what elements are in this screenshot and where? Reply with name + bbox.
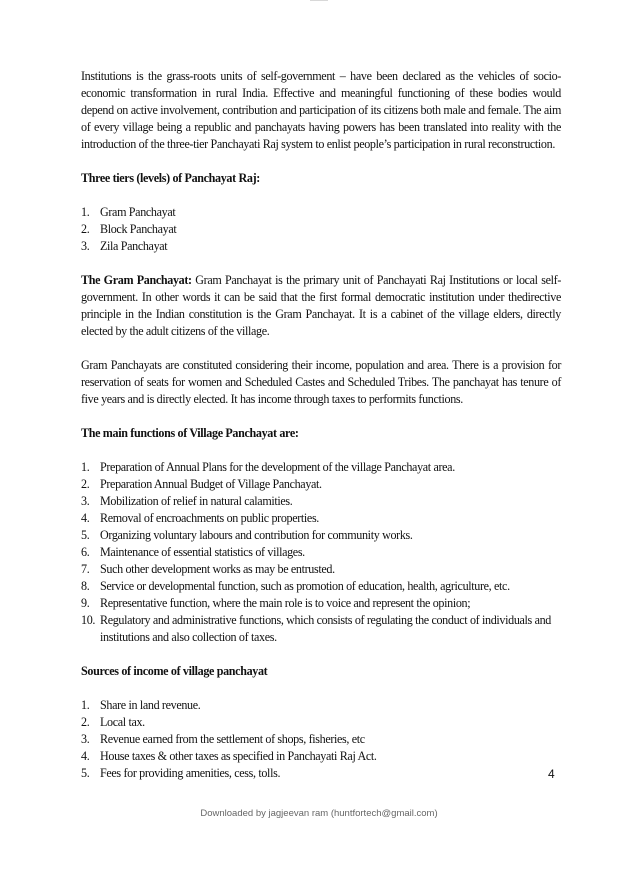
gram-panchayat-text: Gram Panchayat is the primary unit of Panchayati Raj Institutions or local self-government. In other words it can be said that the first formal democratic institution under thedirective principle in the Indian constitution is the Gram Panchayat. It is a cabinet of the village elders, directly elected by the adult citizens of the village. [81,273,562,338]
page-number: 4 [548,767,555,781]
list-item: 2. Block Panchayat [81,222,177,236]
tiers-list [81,204,561,255]
tiers-heading: Three tiers (levels) of Panchayat Raj: [81,171,260,185]
list-item: 10. Regulatory and administrative functions, which consists of regulating the conduct of individuals and institutions and also collection of taxes. [81,613,552,644]
list-item: 1. Share in land revenue. [81,698,201,712]
list-item: 1. Preparation of Annual Plans for the development of the village Panchayat area. [81,460,455,474]
income-list [81,697,561,782]
list-item: 2. Local tax. [81,715,145,729]
page-content [81,68,561,782]
list-item: 6. Maintenance of essential statistics of villages. [81,545,305,559]
list-item: 1. Gram Panchayat [81,205,176,219]
list-item: 9. Representative function, where the main role is to voice and represent the opinion; [81,596,471,610]
intro-paragraph: Institutions is the grass-roots units of self-government – have been declared as the vehicles of socio-economic transformation in rural India. Effective and meaningful functioning of these bodies would depend on active involvement, contribution and participation of its citizens both male and female. The aim of every village being a republic and panchayats having powers has been translated into reality with the introduction of the three-tier Panchayati Raj system to enlist people’s participation in rural reconstruction. [81,69,561,151]
gram-panchayat-lead: The Gram Panchayat: [81,273,192,287]
gram-panchayat-paragraph [81,272,561,340]
functions-list [81,459,561,646]
list-item: 2. Preparation Annual Budget of Village Panchayat. [81,477,322,491]
list-item: 3. Zila Panchayat [81,239,168,253]
list-item: 4. House taxes & other taxes as specified in Panchayati Raj Act. [81,749,377,763]
constituted-paragraph: Gram Panchayats are constituted considering their income, population and area. There is a provision for reservation of seats for women and Scheduled Castes and Scheduled Tribes. The panchayat has tenure of five years and is directly elected. It has income through taxes to performits functions. [81,358,561,406]
list-item: 4. Removal of encroachments on public properties. [81,511,319,525]
functions-heading: The main functions of Village Panchayat are: [81,426,299,440]
download-footer: Downloaded by jagjeevan ram (huntfortech@gmail.com) [200,808,438,819]
list-item: 7. Such other development works as may be entrusted. [81,562,335,576]
list-item: 3. Revenue earned from the settlement of shops, fisheries, etc [81,732,365,746]
top-divider-mark [310,0,328,1]
income-heading: Sources of income of village panchayat [81,664,268,678]
list-item: 8. Service or developmental function, such as promotion of education, health, agriculture, etc. [81,579,510,593]
list-item: 5. Fees for providing amenities, cess, tolls. [81,766,281,780]
list-item: 5. Organizing voluntary labours and contribution for community works. [81,528,413,542]
list-item: 3. Mobilization of relief in natural calamities. [81,494,293,508]
